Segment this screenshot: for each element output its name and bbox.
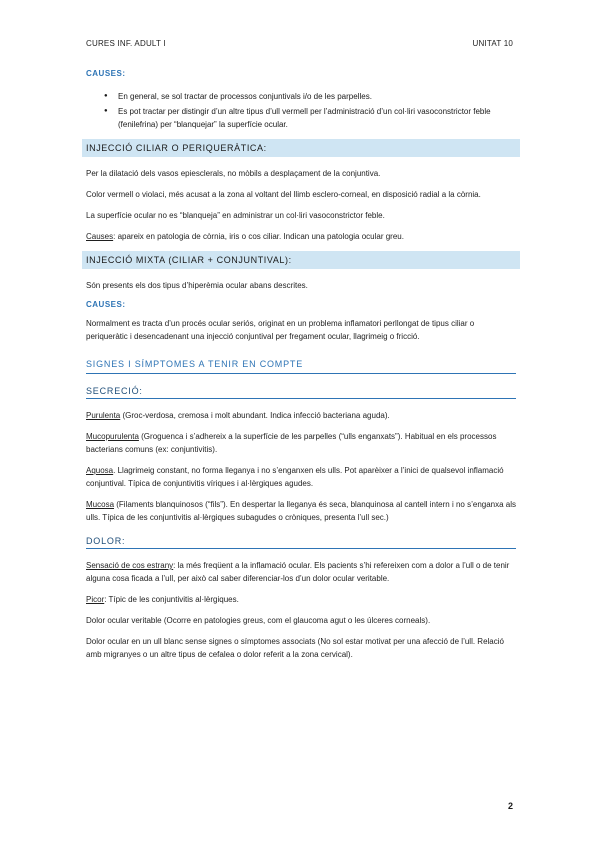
definition: (Groc-verdosa, cremosa i molt abundant. Indica infecció bacteriana aguda). xyxy=(120,411,390,420)
definition-item xyxy=(86,498,516,524)
section-heading-ciliar: INJECCIÓ CILIAR O PERIQUERÀTICA: xyxy=(82,139,520,157)
header-course-title: CURES INF. ADULT I xyxy=(86,39,166,48)
subsection-heading-secrecio: SECRECIÓ: xyxy=(86,386,516,399)
definition: (Groguenca i s’adhereix a la superfície de les parpelles (“ulls enganxats”). Habitual en els processos bacterians comuns (ex: conjuntivitis). xyxy=(86,432,497,454)
definition-item xyxy=(86,593,516,606)
definition: : la més freqüent a la inflamació ocular. Els pacients s’hi refereixen com a dolor a l’ull o de tenir alguna cosa ficada a l’ull, per això cal saber diferenciar-los d’un dolor ocular veritable. xyxy=(86,561,510,583)
definition: . Llagrimeig constant, no forma lleganya i no s’enganxen els ulls. Pot aparèixer a l’inici de qualsevol inflamació conjuntival. Típica de conjuntivitis víriques i al·lèrgiques agudes. xyxy=(86,466,504,488)
paragraph: Dolor ocular veritable (Ocorre en patologies greus, com el glaucoma agut o les úlceres corneals). xyxy=(86,616,431,625)
term: Picor xyxy=(86,595,105,604)
paragraph: Color vermell o violaci, més acusat a la zona al voltant del llimb esclero-corneal, en disposició radial a la còrnia. xyxy=(86,190,481,199)
definition-item xyxy=(86,559,516,585)
list-item: ● En general, se sol tractar de processos conjuntivals i/o de les parpelles. xyxy=(106,90,516,103)
causes-label: Causes xyxy=(86,232,114,241)
paragraph: La superfície ocular no es “blanqueja” en administrar un col·liri vasoconstrictor feble. xyxy=(86,211,385,220)
section-heading-signes: SIGNES I SÍMPTOMES A TENIR EN COMPTE xyxy=(86,355,516,374)
paragraph: Per la dilatació dels vasos epiesclerals, no mòbils a desplaçament de la conjuntiva. xyxy=(86,169,381,178)
definition-item xyxy=(86,409,516,422)
paragraph-causes xyxy=(86,230,516,243)
paragraph: Dolor ocular en un ull blanc sense signes o símptomes associats (No sol estar motivat per una afecció de l’ull. Relació amb migranyes o un altre tipus de cefalea o dolor referit a la zona cervical). xyxy=(86,637,504,659)
term: Mucopurulenta xyxy=(86,432,139,441)
definition-item xyxy=(86,430,516,456)
page-body xyxy=(86,69,516,669)
term: Mucosa xyxy=(86,500,115,509)
subsection-heading-dolor: DOLOR: xyxy=(86,536,516,549)
causes-list xyxy=(86,90,516,131)
paragraph: Normalment es tracta d’un procés ocular seriós, originat en un problema inflamatori perllongat de tipus ciliar o periqueràtic i desencadenant una injecció conjuntival per fregament ocular, llagrimeig o fricció. xyxy=(86,319,475,341)
term: Purulenta xyxy=(86,411,121,420)
causes-text: : apareix en patologia de còrnia, iris o cos ciliar. Indican una patologia ocular greu. xyxy=(113,232,404,241)
definition-item xyxy=(86,464,516,490)
page-number: 2 xyxy=(507,801,513,811)
term: Aquosa xyxy=(86,466,114,475)
term: Sensació de cos estrany xyxy=(86,561,174,570)
list-item: ● Es pot tractar per distingir d’un altre tipus d’ull vermell per l’administració d’un col·liri vasoconstrictor feble (fenilefrina) per “blanquejar” la superfície ocular. xyxy=(106,105,516,131)
definition: (Filaments blanquinosos (“fils”). En despertar la lleganya és seca, blanquinosa al cantell intern i no s’enganxa als ulls. Típica de les conjuntivitis al·lèrgiques subagudes o cròniques, presenta l’ull sec.) xyxy=(86,500,517,522)
header-unit: UNITAT 10 xyxy=(472,39,513,48)
paragraph: Són presents els dos tipus d’hiperèmia ocular abans descrites. xyxy=(86,281,308,290)
causes-heading: CAUSES: xyxy=(86,300,126,309)
section-heading-mixta: INJECCIÓ MIXTA (CILIAR + CONJUNTIVAL): xyxy=(82,251,520,269)
definition: : Típic de les conjuntivitis al·lèrgiques. xyxy=(104,595,239,604)
causes-heading: CAUSES: xyxy=(86,69,126,78)
